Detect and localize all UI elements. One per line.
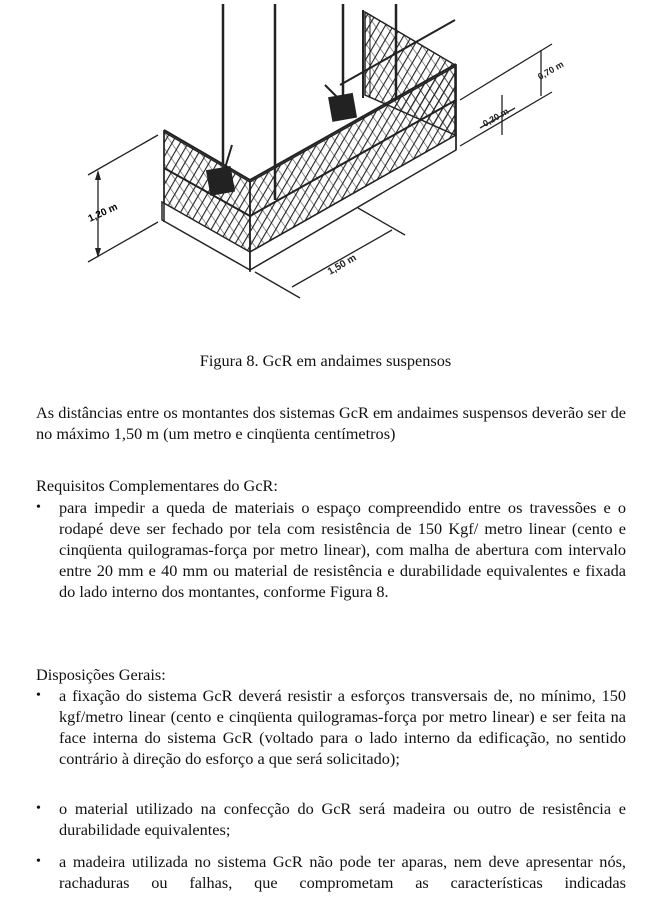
list-item bbox=[36, 497, 626, 602]
bullet-icon: • bbox=[36, 688, 41, 703]
list-item bbox=[36, 851, 626, 893]
dimension-top-rail: 0,70 m bbox=[536, 59, 566, 82]
list-item-text: a fixação do sistema GcR deverá resistir a esforços transversais de, no mínimo, 150 kgf/metro linear (cento e cinqüenta quilogramas-força por metro linear) e ser feita na face interna do sistema GcR (voltado para o lado interno da edificação, no sentido contrário à direção do esforço a que será solicitado); bbox=[59, 686, 626, 768]
dimension-height-total: 1,20 m bbox=[86, 201, 120, 225]
bullet-icon: • bbox=[36, 500, 41, 515]
scaffold-drawing bbox=[60, 0, 600, 310]
intro-paragraph: As distâncias entre os montantes dos sistemas GcR em andaimes suspensos deverão ser de no máximo 1,50 m (um metro e cinqüenta centímetros) bbox=[36, 403, 626, 443]
list-item-text: para impedir a queda de materiais o espaço compreendido entre os travessões e o rodapé deve ser fechado por tela com resistência de 150 Kgf/ metro linear (cento e cinqüenta quilogramas-força por metro linear), com malha de abertura com intervalo entre 20 mm e 40 mm ou material de resistência e durabilidade equivalentes e fixada do lado interno dos montantes, conforme Figura 8. bbox=[59, 498, 626, 601]
list-item bbox=[36, 798, 626, 840]
list-item bbox=[36, 685, 626, 769]
scaffold-figure bbox=[60, 0, 600, 310]
list-item-text: o material utilizado na confecção do GcR será madeira ou outro de resistência e durabilidade equivalentes; bbox=[59, 799, 626, 839]
dimension-toe-board: 0,20 m bbox=[481, 106, 511, 129]
dimension-length: 1,50 m bbox=[326, 252, 359, 278]
section-heading-requisitos: Requisitos Complementares do GcR: bbox=[36, 476, 278, 495]
figure-caption: Figura 8. GcR em andaimes suspensos bbox=[199, 351, 452, 370]
bullet-icon: • bbox=[36, 854, 41, 869]
bullet-icon: • bbox=[36, 801, 41, 816]
section-heading-disposicoes: Disposições Gerais: bbox=[36, 665, 166, 684]
list-item-text: a madeira utilizada no sistema GcR não pode ter aparas, nem deve apresentar nós, rachaduras ou falhas, que comprometam as características indicadas bbox=[59, 852, 626, 892]
